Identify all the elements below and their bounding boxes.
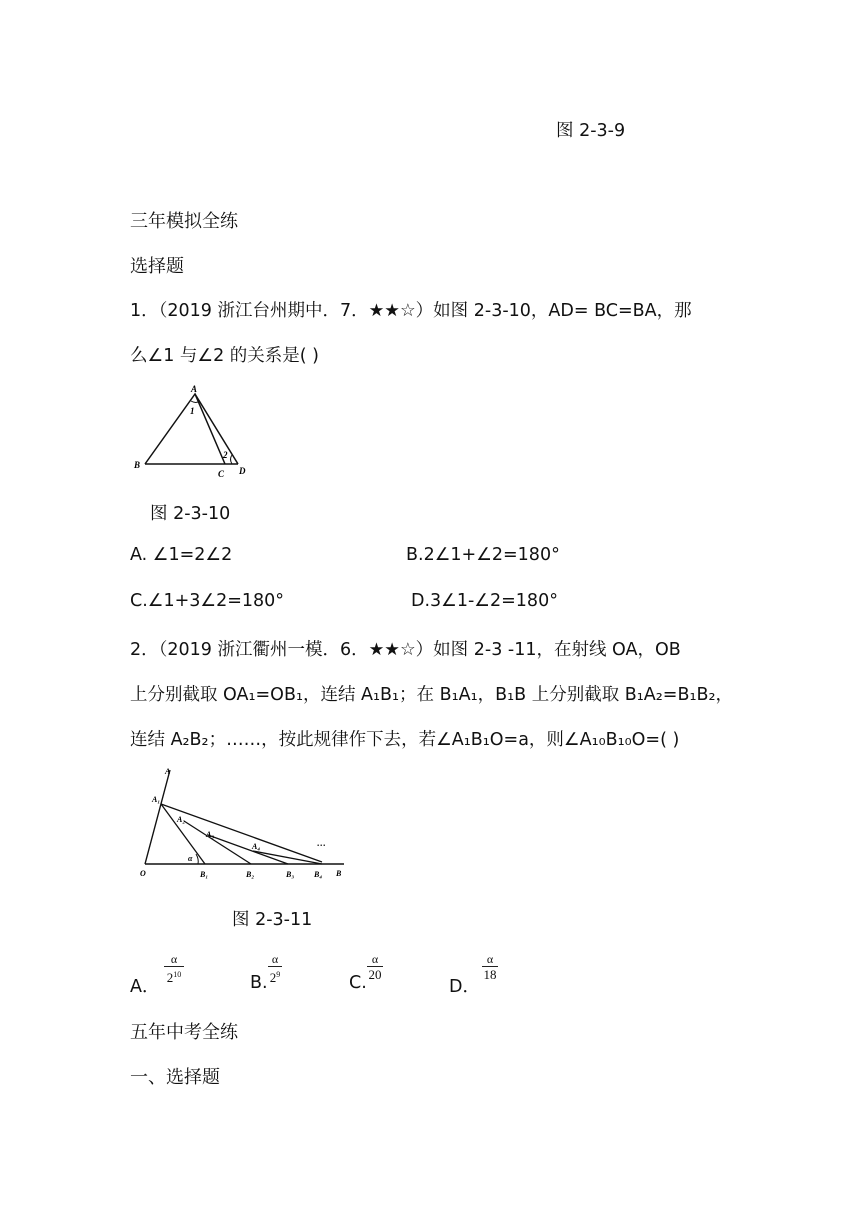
label-B4: B₄ [314, 870, 323, 879]
label-O: O [140, 869, 146, 878]
segment-a4b4 [253, 851, 322, 864]
label-A3: A₃ [206, 830, 215, 839]
label-B: B [134, 460, 141, 470]
label-dots: … [317, 838, 326, 848]
figure-caption-2-3-11: 图 2-3-11 [232, 910, 313, 930]
label-B1: B₁ [200, 870, 209, 879]
q1-stem-line2: 么∠1 与∠2 的关系是( ) [130, 346, 319, 366]
q2-option-d-letter: D． [449, 977, 480, 997]
q2-option-c-letter: C. [349, 973, 367, 993]
label-A1: A₁ [152, 795, 161, 804]
segment-ad [195, 394, 238, 464]
label-A2: A₂ [177, 815, 186, 824]
figure-caption-2-3-10: 图 2-3-10 [150, 504, 231, 524]
label-D: D [239, 466, 246, 476]
section-subtitle: 选择题 [130, 256, 184, 277]
label-B: B [336, 869, 342, 878]
q2-option-a-fraction [164, 953, 184, 985]
ray-oa [145, 770, 170, 864]
fraction-numerator: α [486, 952, 494, 966]
section-title: 三年模拟全练 [130, 211, 238, 232]
label-A4: A₄ [252, 842, 261, 851]
fraction-denominator: $2^{10}$ [166, 970, 182, 985]
q2-option-d-fraction [482, 953, 498, 982]
angle-2-arc [231, 455, 233, 464]
fraction-bar [164, 966, 184, 967]
label-C: C [218, 469, 225, 479]
segment-a1b1 [161, 804, 205, 864]
q1-option-b: B.2∠1+∠2=180° [406, 545, 560, 565]
label-B2: B₂ [246, 870, 255, 879]
q2-option-b-letter: B. [250, 973, 268, 993]
fraction-denominator: 18 [483, 967, 497, 982]
q2-option-c-fraction [367, 953, 383, 982]
label-A: A [191, 384, 198, 394]
q2-stem-line1: 2．（2019 浙江衢州一模．6．★★☆）如图 2-3 -11，在射线 OA，OB [130, 640, 681, 660]
q2-option-a-letter: A． [130, 977, 160, 997]
fraction-denominator: $2^9$ [269, 970, 281, 985]
q1-stem-line1: 1．（2019 浙江台州期中．7．★★☆）如图 2-3-10，AD= BC=BA，那 [130, 301, 692, 321]
segment-b1a2 [161, 804, 322, 862]
q2-ray-figure [132, 764, 362, 884]
segment-a3b3 [208, 835, 288, 864]
fraction-bar [268, 966, 282, 967]
q1-option-d: D.3∠1-∠2=180° [411, 591, 558, 611]
figure-caption-2-3-9: 图 2-3-9 [556, 121, 626, 141]
fraction-numerator: α [170, 952, 178, 966]
q2-option-b-fraction [268, 953, 282, 985]
section-title: 五年中考全练 [130, 1022, 238, 1043]
fraction-numerator: α [271, 952, 279, 966]
label-alpha: α [188, 854, 193, 863]
label-1: 1 [190, 406, 195, 416]
q1-option-c: C.∠1+3∠2=180° [130, 591, 285, 611]
q2-stem-line2: 上分别截取 OA₁=OB₁，连结 A₁B₁；在 B₁A₁，B₁B 上分别截取 B₁A₂=B₁B₂， [130, 685, 733, 705]
triangle-abc [145, 394, 225, 464]
q1-triangle-figure [128, 382, 258, 482]
q1-option-a: A. ∠1=2∠2 [130, 545, 233, 565]
section-subtitle: 一、选择题 [130, 1067, 220, 1088]
fraction-numerator: α [371, 952, 379, 966]
label-B3: B₃ [286, 870, 295, 879]
angle-alpha-arc [196, 854, 198, 864]
fraction-denominator: 20 [368, 967, 382, 982]
q2-stem-line3: 连结 A₂B₂；……，按此规律作下去，若∠A₁B₁O=a，则∠A₁₀B₁₀O=( ) [130, 730, 680, 750]
segment-a2b2 [184, 821, 251, 864]
label-A: A [165, 767, 171, 776]
label-2: 2 [223, 450, 228, 460]
